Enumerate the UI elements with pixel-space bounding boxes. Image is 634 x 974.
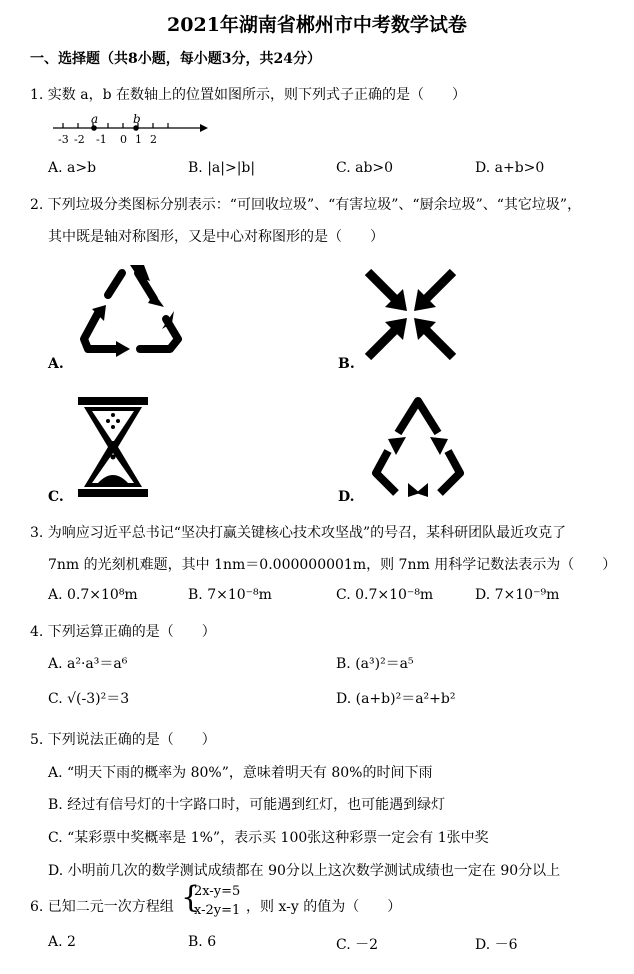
q3-option-c: C. 0.7×10⁻⁸m — [336, 587, 434, 603]
tick-label: -3 — [58, 133, 69, 146]
equation-1: 2x-y=5 — [194, 884, 241, 899]
question-2-stem-line1: 2. 下列垃圾分类图标分别表示：“可回收垃圾”、“有害垃圾”、“厨余垃圾”、“其它垃圾”， — [30, 197, 582, 213]
q1-option-d: D. a+b>0 — [475, 160, 545, 176]
q2-option-a-label: A. — [48, 356, 64, 372]
q5-option-c: C. “某彩票中奖概率是 1%”，表示买 100张这种彩票一定会有 1张中奖 — [48, 830, 489, 846]
q5-option-d: D. 小明前几次的数学测试成绩都在 90分以上这次数学测试成绩也一定在 90分以上 — [48, 863, 561, 879]
q5-option-a: A. “明天下雨的概率为 80%”，意味着明天有 80%的时间下雨 — [48, 765, 433, 781]
equation-2: x-2y=1 — [194, 903, 241, 918]
q3-option-b: B. 7×10⁻⁸m — [188, 587, 272, 603]
q1-option-b: B. |a|>|b| — [188, 160, 256, 176]
q6-option-b: B. 6 — [188, 934, 217, 950]
question-2-stem-line2: 其中既是轴对称图形，又是中心对称图形的是（ ） — [48, 229, 384, 245]
point-a-label: a — [91, 112, 99, 126]
question-3-stem-line1: 3. 为响应习近平总书记“坚决打赢关键核心技术攻坚战”的号召，某科研团队最近攻克了 — [30, 525, 567, 541]
q6-option-a: A. 2 — [48, 934, 76, 950]
tick-label: -2 — [74, 133, 85, 146]
section-heading: 一、选择题（共8小题，每小题3分，共24分） — [30, 51, 321, 67]
q2-option-d-label: D. — [338, 489, 355, 505]
q1-option-c: C. ab>0 — [336, 160, 394, 176]
q6-option-d: D. －6 — [475, 937, 518, 953]
q5-option-b: B. 经过有信号灯的十字路口时，可能遇到红灯，也可能遇到绿灯 — [48, 797, 446, 813]
q2-option-b-label: B. — [338, 356, 355, 372]
number-line-figure — [48, 112, 213, 152]
q3-option-a: A. 0.7×10⁸m — [48, 587, 138, 603]
question-4-stem: 4. 下列运算正确的是（ ） — [30, 624, 216, 640]
tick-label: 1 — [135, 133, 142, 146]
question-1-stem: 1. 实数 a，b 在数轴上的位置如图所示，则下列式子正确的是（ ） — [30, 87, 467, 103]
tick-label: 0 — [120, 133, 127, 146]
q3-option-d: D. 7×10⁻⁹m — [475, 587, 560, 603]
question-6-stem-pre: 6. 已知二元一次方程组 — [30, 899, 174, 915]
tick-label: 2 — [150, 133, 157, 146]
point-b-label: b — [133, 112, 141, 126]
question-6-stem-post: ，则 x-y 的值为（ ） — [246, 899, 402, 915]
q4-option-d: D. (a+b)²＝a²+b² — [336, 691, 456, 707]
question-5-stem: 5. 下列说法正确的是（ ） — [30, 732, 216, 748]
brace-symbol: { — [181, 880, 201, 915]
q2-option-c-label: C. — [48, 489, 64, 505]
hazardous-waste-icon — [363, 267, 458, 362]
q4-option-c: C. √(-3)²＝3 — [48, 691, 130, 707]
question-3-stem-line2: 7nm 的光刻机难题，其中 1nm＝0.000000001m，则 7nm 用科学记数法表示为（ ） — [48, 557, 617, 573]
tick-label: -1 — [96, 133, 107, 146]
other-waste-icon — [368, 393, 468, 498]
q4-option-a: A. a²·a³＝a⁶ — [48, 656, 128, 672]
q6-option-c: C. －2 — [336, 937, 379, 953]
recycle-icon — [78, 263, 188, 363]
hourglass-icon — [78, 397, 148, 497]
q4-option-b: B. (a³)²＝a⁵ — [336, 656, 414, 672]
page-title: 2021年湖南省郴州市中考数学试卷 — [167, 14, 467, 36]
q1-option-a: A. a>b — [48, 160, 97, 176]
